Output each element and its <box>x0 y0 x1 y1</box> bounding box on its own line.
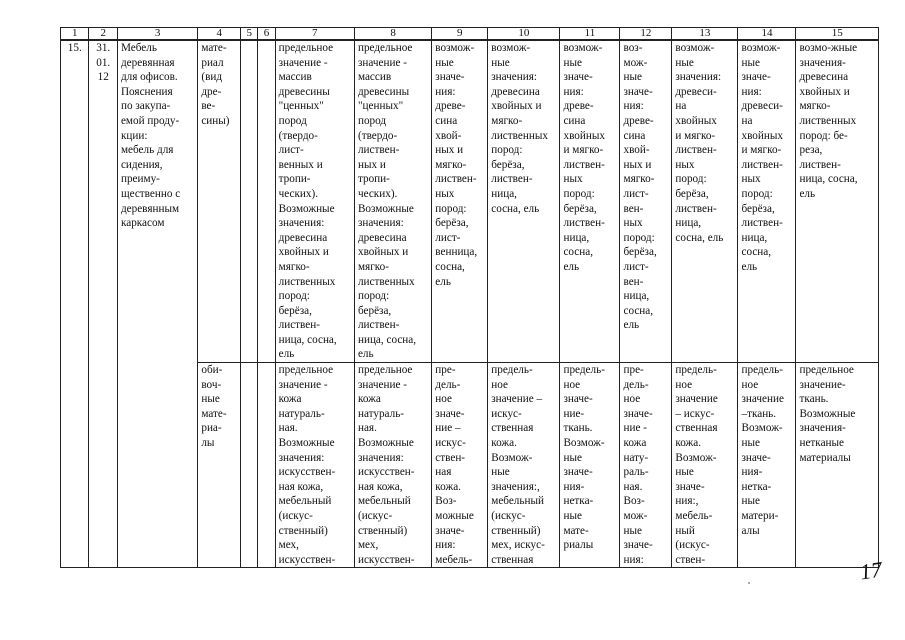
value-cell-col15: возмо-жные значения- древесина хвойных и мягко- лиственных пород: бе- реза, листвен- ница, сосна, ель <box>796 40 879 363</box>
column-header: 1 <box>61 28 89 41</box>
column-header: 9 <box>432 28 488 41</box>
value-cell-col13: возмож- ные значения: древеси- на хвойных и мягко- листвен- ных пород: берёза, листвен- ница, сосна, ель <box>672 40 738 363</box>
value-cell-col7: предельное значение - массив древесины "ценных" пород (твердо- лист- венных и тропи- ческих). Возможные значения: древесина хвойных и мягко- лиственных пород: берёза, листвен- ница, сосна, ель <box>275 40 354 363</box>
value-cell-col7: предельное значение - кожа натураль- ная. Возможные значения: искусствен- ная кожа, мебельный (искус- ственный) мех, искусствен- <box>275 363 354 568</box>
column-header: 4 <box>198 28 241 41</box>
value-cell-col9: пре- дель- ное значе- ние – искус- ствен- ная кожа. Воз- можные значе- ния: мебель- <box>432 363 488 568</box>
value-cell-col12: пре- дель- ное значе- ние - кожа нату- раль- ная. Воз- мож- ные значе- ния: <box>620 363 672 568</box>
row-number-cell: 15. <box>61 40 89 568</box>
value-cell-col13: предель- ное значение – искус- ственная кожа. Возмож- ные значе- ния:, мебель- ный (искус- ствен- <box>672 363 738 568</box>
value-cell-col8: предельное значение - массив древесины "ценных" пород (твердо- листвен- ных и тропи- ческих). Возможные значения: древесина хвойных и мягко- лиственных пород: берёза, листвен- ница, сосна, ель <box>354 40 431 363</box>
value-cell-col10: возмож- ные значения: древесина хвойных и мягко- лиственных пород: берёза, листвен- ница, сосна, ель <box>488 40 560 363</box>
column-header: 7 <box>275 28 354 41</box>
value-cell-col9: возмож- ные значе- ния: древе- сина хвой- ных и мягко- листвен- ных пород: берёза, лист- венница, сосна, ель <box>432 40 488 363</box>
column-header: 14 <box>738 28 796 41</box>
value-cell-col11: возмож- ные значе- ния: древе- сина хвойных и мягко- листвен- ных пород: берёза, листвен- ница, сосна, ель <box>560 40 620 363</box>
value-cell-col14: возмож- ные значе- ния: древеси- на хвойных и мягко- листвен- ных пород: берёза, листвен- ница, сосна, ель <box>738 40 796 363</box>
column-header: 15 <box>796 28 879 41</box>
column-header: 3 <box>117 28 197 41</box>
empty-cell-col6 <box>258 40 275 363</box>
classification-code-cell: 31. 01. 12 <box>89 40 117 568</box>
handwritten-page-number: 17 <box>858 556 884 585</box>
product-description-cell: Мебель деревянная для офисов. Пояснения по закупа- емой проду- кции: мебель для сидения, преиму- щественно с деревянным каркасом <box>117 40 197 568</box>
header-row <box>61 28 879 41</box>
column-header: 5 <box>241 28 258 41</box>
column-header: 8 <box>354 28 431 41</box>
column-header: 10 <box>488 28 560 41</box>
value-cell-col10: предель- ное значение – искус- ственная кожа. Возмож- ные значения:, мебельный (искус- ственный) мех, искус- ственная <box>488 363 560 568</box>
value-cell-col12: воз- мож- ные значе- ния: древе- сина хвой- ных и мягко- лист- вен- ных пород: берёза, лист- вен- ница, сосна, ель <box>620 40 672 363</box>
value-cell-col14: предель- ное значение –ткань. Возмож- ные значе- ния- нетка- ные матери- алы <box>738 363 796 568</box>
value-cell-col11: предель- ное значе- ние- ткань. Возмож- ные значе- ния- нетка- ные мате- риалы <box>560 363 620 568</box>
characteristic-cell-upholstery: оби- воч- ные мате- риа- лы <box>198 363 241 568</box>
value-cell-col15: предельное значение- ткань. Возможные значения- нетканые материалы <box>796 363 879 568</box>
scan-artifact <box>748 582 750 584</box>
characteristic-cell-material: мате- риал (вид дре- ве- сины) <box>198 40 241 363</box>
column-header: 2 <box>89 28 117 41</box>
column-header: 11 <box>560 28 620 41</box>
empty-cell-col5 <box>241 40 258 363</box>
column-header: 12 <box>620 28 672 41</box>
column-header: 6 <box>258 28 275 41</box>
value-cell-col8: предельное значение - кожа натураль- ная. Возможные значения: искусствен- ная кожа, мебельный (искус- ственный) мех, искусствен- <box>354 363 431 568</box>
specification-table <box>60 27 879 568</box>
column-header: 13 <box>672 28 738 41</box>
table-row-material <box>61 40 879 363</box>
empty-cell-col5 <box>241 363 258 568</box>
empty-cell-col6 <box>258 363 275 568</box>
